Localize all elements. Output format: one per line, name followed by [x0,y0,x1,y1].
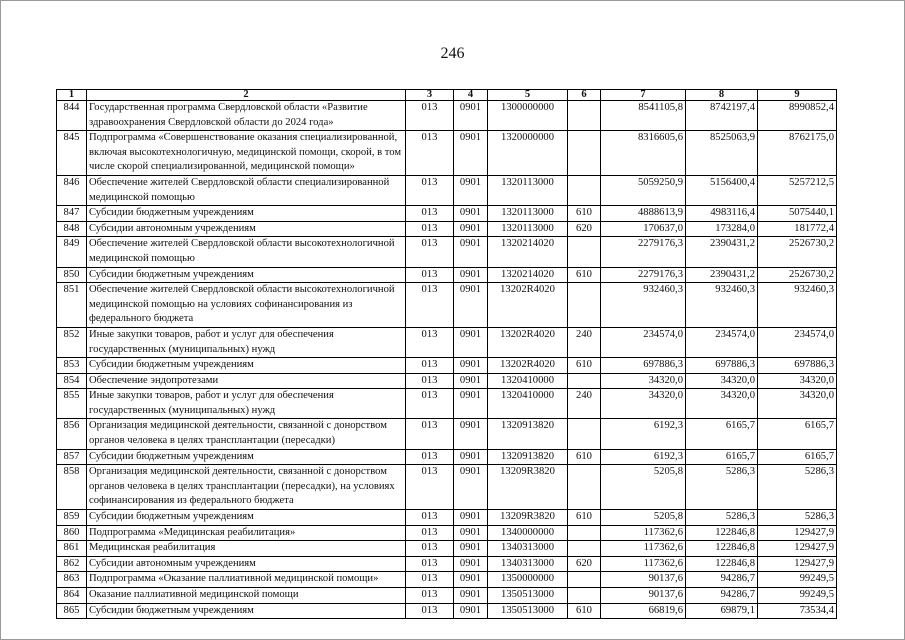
department-code-cell: 013 [406,541,454,557]
target-article-cell: 1320913820 [488,449,568,465]
item-name-cell: Обеспечение жителей Свердловской области высокотехнологичной медицинской помощью на условиях софинансирования из федерального бюджета [87,283,406,328]
amount-year3-cell: 34320,0 [758,389,837,419]
item-name-cell: Обеспечение жителей Свердловской области высокотехнологичной медицинской помощью [87,237,406,267]
amount-year3-cell: 99249,5 [758,572,837,588]
row-number-cell: 852 [57,327,87,357]
amount-year3-cell: 2526730,2 [758,267,837,283]
amount-year1-cell: 66819,6 [601,603,686,619]
page-number: 246 [440,45,465,62]
item-name-cell: Субсидии бюджетным учреждениям [87,603,406,619]
header-cell: 7 [601,90,686,101]
table-row [57,373,837,389]
row-number-cell: 857 [57,449,87,465]
target-article-cell: 1320214020 [488,267,568,283]
row-number-cell: 849 [57,237,87,267]
table-row [57,572,837,588]
department-code-cell: 013 [406,525,454,541]
target-article-cell: 1340313000 [488,556,568,572]
row-number-cell: 860 [57,525,87,541]
amount-year3-cell: 34320,0 [758,373,837,389]
department-code-cell: 013 [406,449,454,465]
section-code-cell: 0901 [454,572,488,588]
row-number-cell: 846 [57,175,87,205]
row-number-cell: 863 [57,572,87,588]
row-number-cell: 848 [57,221,87,237]
amount-year2-cell: 6165,7 [686,449,758,465]
item-name-cell: Медицинская реабилитация [87,541,406,557]
table-row [57,510,837,526]
amount-year3-cell: 8762175,0 [758,131,837,176]
table-row [57,419,837,449]
section-code-cell: 0901 [454,588,488,604]
amount-year1-cell: 34320,0 [601,389,686,419]
row-number-cell: 859 [57,510,87,526]
expense-type-cell: 620 [568,221,601,237]
target-article-cell: 1320113000 [488,206,568,222]
target-article-cell: 1340000000 [488,525,568,541]
amount-year2-cell: 234574,0 [686,327,758,357]
item-name-cell: Подпрограмма «Оказание паллиативной медицинской помощи» [87,572,406,588]
amount-year1-cell: 8316605,6 [601,131,686,176]
department-code-cell: 013 [406,373,454,389]
department-code-cell: 013 [406,221,454,237]
department-code-cell: 013 [406,267,454,283]
expense-type-cell [568,237,601,267]
section-code-cell: 0901 [454,389,488,419]
table-row [57,588,837,604]
expense-type-cell: 240 [568,327,601,357]
amount-year2-cell: 173284,0 [686,221,758,237]
section-code-cell: 0901 [454,449,488,465]
amount-year2-cell: 122846,8 [686,525,758,541]
item-name-cell: Обеспечение эндопротезами [87,373,406,389]
section-code-cell: 0901 [454,373,488,389]
amount-year3-cell: 932460,3 [758,283,837,328]
amount-year2-cell: 5286,3 [686,465,758,510]
table-row [57,175,837,205]
section-code-cell: 0901 [454,131,488,176]
section-code-cell: 0901 [454,206,488,222]
expense-type-cell [568,572,601,588]
amount-year1-cell: 6192,3 [601,449,686,465]
row-number-cell: 856 [57,419,87,449]
expense-type-cell [568,419,601,449]
section-code-cell: 0901 [454,556,488,572]
amount-year1-cell: 5205,8 [601,510,686,526]
expense-type-cell [568,588,601,604]
expense-type-cell: 610 [568,267,601,283]
table-row [57,206,837,222]
department-code-cell: 013 [406,175,454,205]
department-code-cell: 013 [406,358,454,374]
amount-year3-cell: 6165,7 [758,449,837,465]
amount-year3-cell: 129427,9 [758,525,837,541]
budget-table [56,89,837,619]
expense-type-cell [568,101,601,131]
row-number-cell: 854 [57,373,87,389]
table-row [57,556,837,572]
expense-type-cell: 610 [568,206,601,222]
row-number-cell: 845 [57,131,87,176]
department-code-cell: 013 [406,556,454,572]
department-code-cell: 013 [406,131,454,176]
item-name-cell: Обеспечение жителей Свердловской области специализированной медицинской помощью [87,175,406,205]
row-number-cell: 861 [57,541,87,557]
expense-type-cell: 610 [568,358,601,374]
amount-year3-cell: 5257212,5 [758,175,837,205]
department-code-cell: 013 [406,572,454,588]
item-name-cell: Субсидии автономным учреждениям [87,556,406,572]
amount-year2-cell: 69879,1 [686,603,758,619]
amount-year2-cell: 34320,0 [686,373,758,389]
header-cell: 5 [488,90,568,101]
section-code-cell: 0901 [454,175,488,205]
section-code-cell: 0901 [454,358,488,374]
header-cell: 4 [454,90,488,101]
expense-type-cell [568,175,601,205]
amount-year3-cell: 5286,3 [758,510,837,526]
amount-year2-cell: 94286,7 [686,588,758,604]
table-row [57,358,837,374]
table-body [57,101,837,619]
header-cell: 1 [57,90,87,101]
amount-year3-cell: 5075440,1 [758,206,837,222]
item-name-cell: Подпрограмма «Медицинская реабилитация» [87,525,406,541]
expense-type-cell [568,373,601,389]
row-number-cell: 850 [57,267,87,283]
row-number-cell: 864 [57,588,87,604]
amount-year2-cell: 697886,3 [686,358,758,374]
expense-type-cell: 620 [568,556,601,572]
amount-year1-cell: 117362,6 [601,541,686,557]
item-name-cell: Оказание паллиативной медицинской помощи [87,588,406,604]
section-code-cell: 0901 [454,101,488,131]
table-row [57,389,837,419]
amount-year2-cell: 8525063,9 [686,131,758,176]
row-number-cell: 855 [57,389,87,419]
section-code-cell: 0901 [454,419,488,449]
amount-year1-cell: 117362,6 [601,525,686,541]
amount-year1-cell: 170637,0 [601,221,686,237]
department-code-cell: 013 [406,389,454,419]
table-row [57,221,837,237]
table-row [57,541,837,557]
item-name-cell: Субсидии бюджетным учреждениям [87,449,406,465]
amount-year1-cell: 6192,3 [601,419,686,449]
target-article-cell: 1320113000 [488,175,568,205]
table-row [57,283,837,328]
amount-year1-cell: 5205,8 [601,465,686,510]
target-article-cell: 1340313000 [488,541,568,557]
item-name-cell: Субсидии бюджетным учреждениям [87,510,406,526]
item-name-cell: Подпрограмма «Совершенствование оказания специализированной, включая высокотехнологичную, медицинской помощи, скорой, в том числе скорой специализированной, медицинской помощи» [87,131,406,176]
amount-year1-cell: 34320,0 [601,373,686,389]
item-name-cell: Субсидии бюджетным учреждениям [87,267,406,283]
table-row [57,237,837,267]
expense-type-cell: 240 [568,389,601,419]
item-name-cell: Иные закупки товаров, работ и услуг для обеспечения государственных (муниципальных) нужд [87,327,406,357]
item-name-cell: Государственная программа Свердловской области «Развитие здравоохранения Свердловской области до 2024 года» [87,101,406,131]
amount-year3-cell: 99249,5 [758,588,837,604]
amount-year2-cell: 932460,3 [686,283,758,328]
expense-type-cell [568,131,601,176]
row-number-cell: 865 [57,603,87,619]
amount-year2-cell: 4983116,4 [686,206,758,222]
amount-year2-cell: 6165,7 [686,419,758,449]
amount-year1-cell: 932460,3 [601,283,686,328]
row-number-cell: 851 [57,283,87,328]
amount-year3-cell: 73534,4 [758,603,837,619]
item-name-cell: Организация медицинской деятельности, связанной с донорством органов человека в целях трансплантации (пересадки) [87,419,406,449]
row-number-cell: 853 [57,358,87,374]
department-code-cell: 013 [406,588,454,604]
section-code-cell: 0901 [454,267,488,283]
department-code-cell: 013 [406,327,454,357]
table-row [57,603,837,619]
amount-year2-cell: 8742197,4 [686,101,758,131]
department-code-cell: 013 [406,419,454,449]
target-article-cell: 13209R3820 [488,465,568,510]
amount-year1-cell: 117362,6 [601,556,686,572]
row-number-cell: 847 [57,206,87,222]
amount-year3-cell: 129427,9 [758,541,837,557]
expense-type-cell [568,525,601,541]
amount-year1-cell: 8541105,8 [601,101,686,131]
expense-type-cell [568,541,601,557]
section-code-cell: 0901 [454,510,488,526]
target-article-cell: 1320913820 [488,419,568,449]
section-code-cell: 0901 [454,465,488,510]
amount-year3-cell: 697886,3 [758,358,837,374]
row-number-cell: 858 [57,465,87,510]
expense-type-cell: 610 [568,449,601,465]
section-code-cell: 0901 [454,221,488,237]
amount-year3-cell: 5286,3 [758,465,837,510]
amount-year3-cell: 129427,9 [758,556,837,572]
target-article-cell: 1320113000 [488,221,568,237]
header-cell: 6 [568,90,601,101]
target-article-cell: 13202R4020 [488,358,568,374]
table-header-row [57,90,837,101]
amount-year3-cell: 234574,0 [758,327,837,357]
department-code-cell: 013 [406,283,454,328]
amount-year3-cell: 181772,4 [758,221,837,237]
department-code-cell: 013 [406,603,454,619]
section-code-cell: 0901 [454,541,488,557]
department-code-cell: 013 [406,510,454,526]
section-code-cell: 0901 [454,327,488,357]
expense-type-cell [568,465,601,510]
target-article-cell: 1350513000 [488,603,568,619]
target-article-cell: 1300000000 [488,101,568,131]
amount-year1-cell: 234574,0 [601,327,686,357]
table-row [57,327,837,357]
department-code-cell: 013 [406,206,454,222]
expense-type-cell: 610 [568,510,601,526]
target-article-cell: 1320410000 [488,389,568,419]
amount-year2-cell: 122846,8 [686,556,758,572]
department-code-cell: 013 [406,237,454,267]
section-code-cell: 0901 [454,283,488,328]
target-article-cell: 1320214020 [488,237,568,267]
amount-year3-cell: 8990852,4 [758,101,837,131]
amount-year1-cell: 697886,3 [601,358,686,374]
section-code-cell: 0901 [454,237,488,267]
header-cell: 9 [758,90,837,101]
amount-year2-cell: 2390431,2 [686,237,758,267]
row-number-cell: 862 [57,556,87,572]
section-code-cell: 0901 [454,525,488,541]
table-row [57,101,837,131]
amount-year1-cell: 4888613,9 [601,206,686,222]
target-article-cell: 13202R4020 [488,283,568,328]
amount-year2-cell: 94286,7 [686,572,758,588]
amount-year3-cell: 6165,7 [758,419,837,449]
amount-year1-cell: 2279176,3 [601,267,686,283]
section-code-cell: 0901 [454,603,488,619]
amount-year2-cell: 34320,0 [686,389,758,419]
table-row [57,131,837,176]
item-name-cell: Субсидии бюджетным учреждениям [87,358,406,374]
item-name-cell: Субсидии бюджетным учреждениям [87,206,406,222]
department-code-cell: 013 [406,465,454,510]
amount-year1-cell: 5059250,9 [601,175,686,205]
table-row [57,525,837,541]
row-number-cell: 844 [57,101,87,131]
expense-type-cell [568,283,601,328]
amount-year2-cell: 5286,3 [686,510,758,526]
table-row [57,267,837,283]
target-article-cell: 13209R3820 [488,510,568,526]
expense-type-cell: 610 [568,603,601,619]
header-cell: 8 [686,90,758,101]
amount-year2-cell: 2390431,2 [686,267,758,283]
amount-year1-cell: 90137,6 [601,572,686,588]
department-code-cell: 013 [406,101,454,131]
amount-year2-cell: 5156400,4 [686,175,758,205]
amount-year2-cell: 122846,8 [686,541,758,557]
target-article-cell: 1320410000 [488,373,568,389]
amount-year3-cell: 2526730,2 [758,237,837,267]
item-name-cell: Иные закупки товаров, работ и услуг для обеспечения государственных (муниципальных) нужд [87,389,406,419]
target-article-cell: 1350000000 [488,572,568,588]
header-cell: 3 [406,90,454,101]
header-cell: 2 [87,90,406,101]
amount-year1-cell: 90137,6 [601,588,686,604]
item-name-cell: Субсидии автономным учреждениям [87,221,406,237]
table-row [57,465,837,510]
target-article-cell: 13202R4020 [488,327,568,357]
target-article-cell: 1350513000 [488,588,568,604]
target-article-cell: 1320000000 [488,131,568,176]
amount-year1-cell: 2279176,3 [601,237,686,267]
item-name-cell: Организация медицинской деятельности, связанной с донорством органов человека в целях трансплантации (пересадки), на условиях софинансирования из федерального бюджета [87,465,406,510]
table-row [57,449,837,465]
